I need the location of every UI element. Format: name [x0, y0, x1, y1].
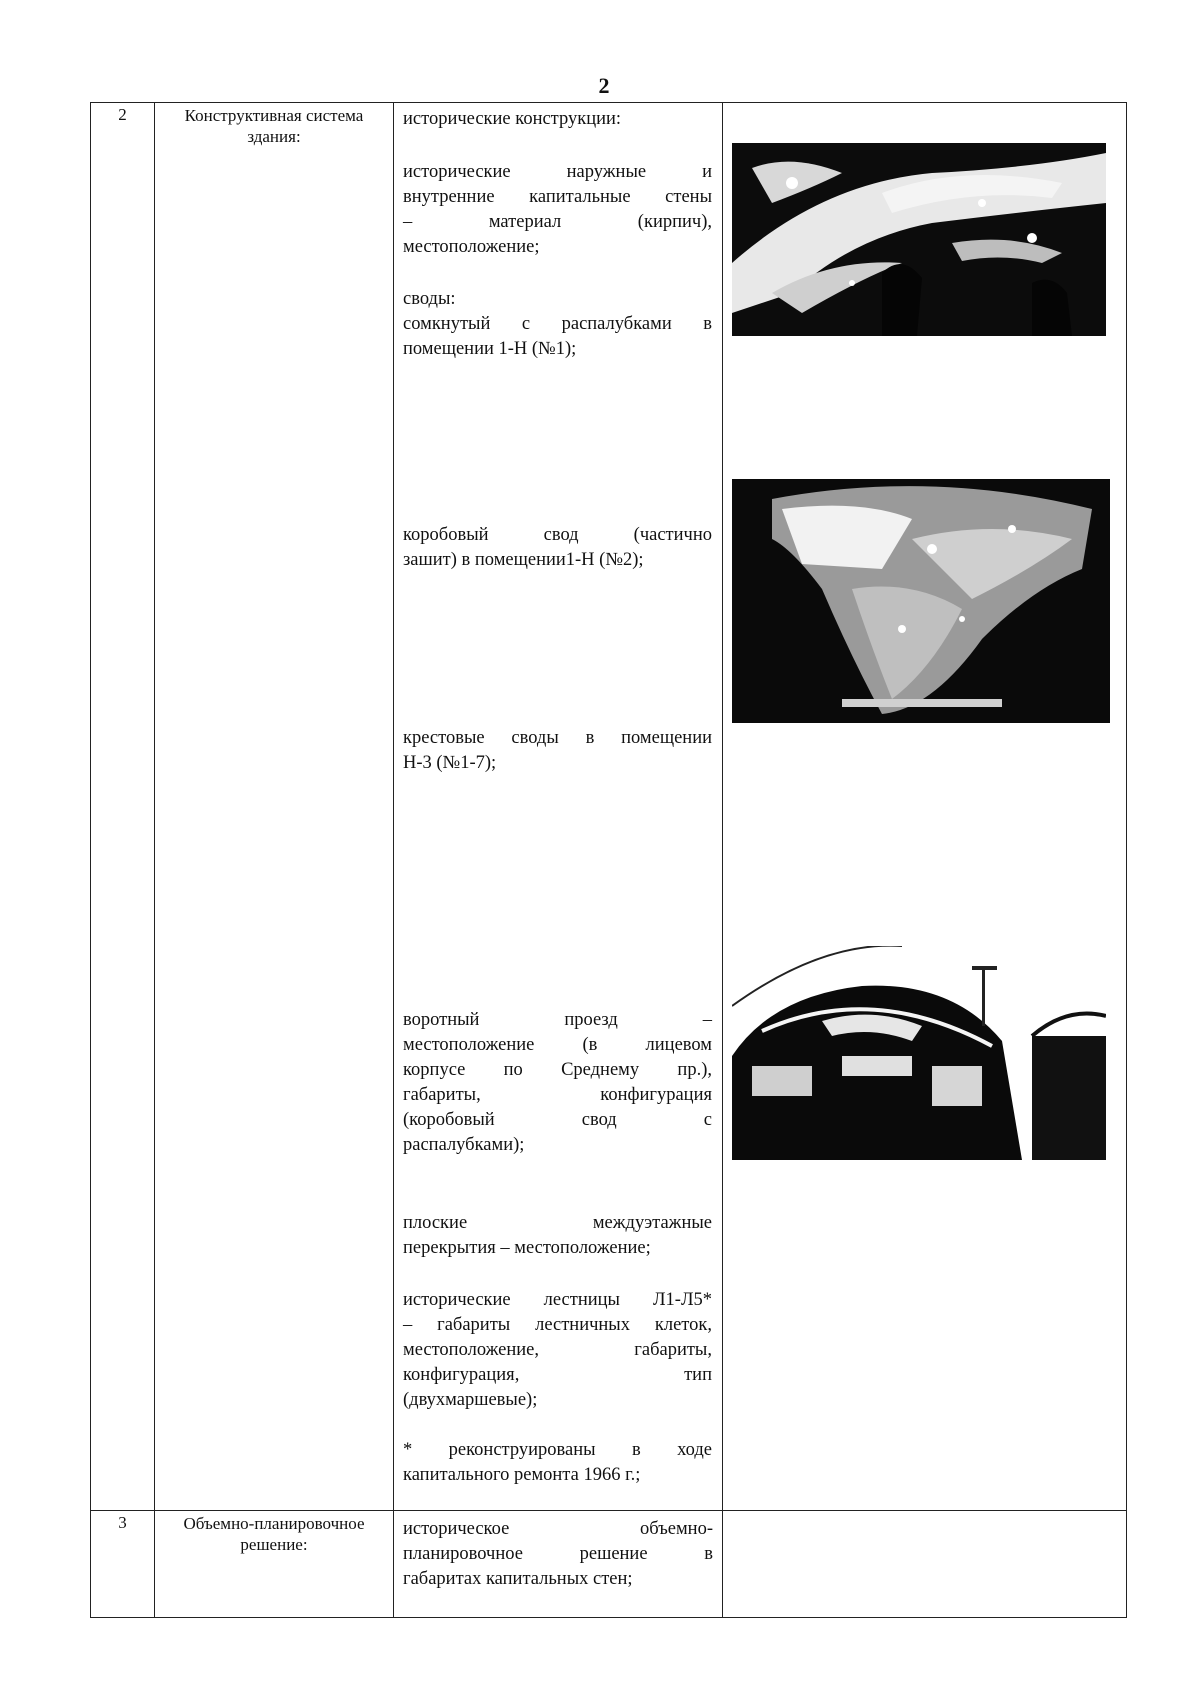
table-row: [91, 103, 1127, 1511]
table-row: [91, 1511, 1127, 1618]
intro-text: исторические конструкции:: [403, 109, 622, 129]
photo-vault-barrel-icon: [732, 479, 1110, 723]
page-number: 2: [598, 73, 610, 98]
stairs-text: исторические лестницы Л1-Л5* – габариты лестничных клеток, местоположение, габариты, конфигурация, тип (двухмаршевые);: [403, 1290, 712, 1410]
vault-photo-2: [732, 479, 1110, 723]
row-photos-cell: [723, 1511, 1127, 1618]
photo-gate-arch-icon: [732, 946, 1106, 1160]
row-name: Конструктивная система здания:: [184, 106, 364, 146]
cross-vaults-text: крестовые своды в помещении Н-3 (№1-7);: [403, 728, 712, 773]
vault-photo-3: [732, 946, 1106, 1160]
vaults-text: своды: сомкнутый с распалубками в помещении 1-Н (№1);: [403, 289, 712, 359]
floors-text: плоские междуэтажные перекрытия – местоположение;: [403, 1213, 712, 1258]
gate-passage-text: воротный проезд – местоположение (в лицевом корпусе по Среднему пр.), габариты, конфигурация (коробовый свод с распалубками);: [403, 1010, 712, 1155]
row-description-cell: [394, 103, 723, 1511]
walls-text: исторические наружные и внутренние капитальные стены – материал (кирпич), местоположение;: [403, 162, 712, 257]
layout-solution-text: историческое объемно- планировочное решение в габаритах капитальных стен;: [403, 1519, 713, 1589]
barrel-vault-text: коробовый свод (частично зашит) в помещении1-Н (№2);: [403, 525, 712, 570]
footnote-text: * реконструированы в ходе капитального ремонта 1966 г.;: [403, 1440, 712, 1485]
row-number-cell: [91, 1511, 155, 1618]
row-photos-cell: [723, 103, 1127, 1511]
photo-vault-closed-icon: [732, 143, 1106, 336]
row-name: Объемно-планировочное решение:: [183, 1514, 365, 1554]
protected-elements-table: [90, 102, 1127, 1618]
row-description-cell: [394, 1511, 723, 1618]
row-name-cell: [155, 103, 394, 1511]
row-number-cell: [91, 103, 155, 1511]
row-number: 2: [118, 105, 127, 124]
row-number: 3: [118, 1513, 127, 1532]
row-name-cell: [155, 1511, 394, 1618]
vault-photo-1: [732, 143, 1106, 336]
